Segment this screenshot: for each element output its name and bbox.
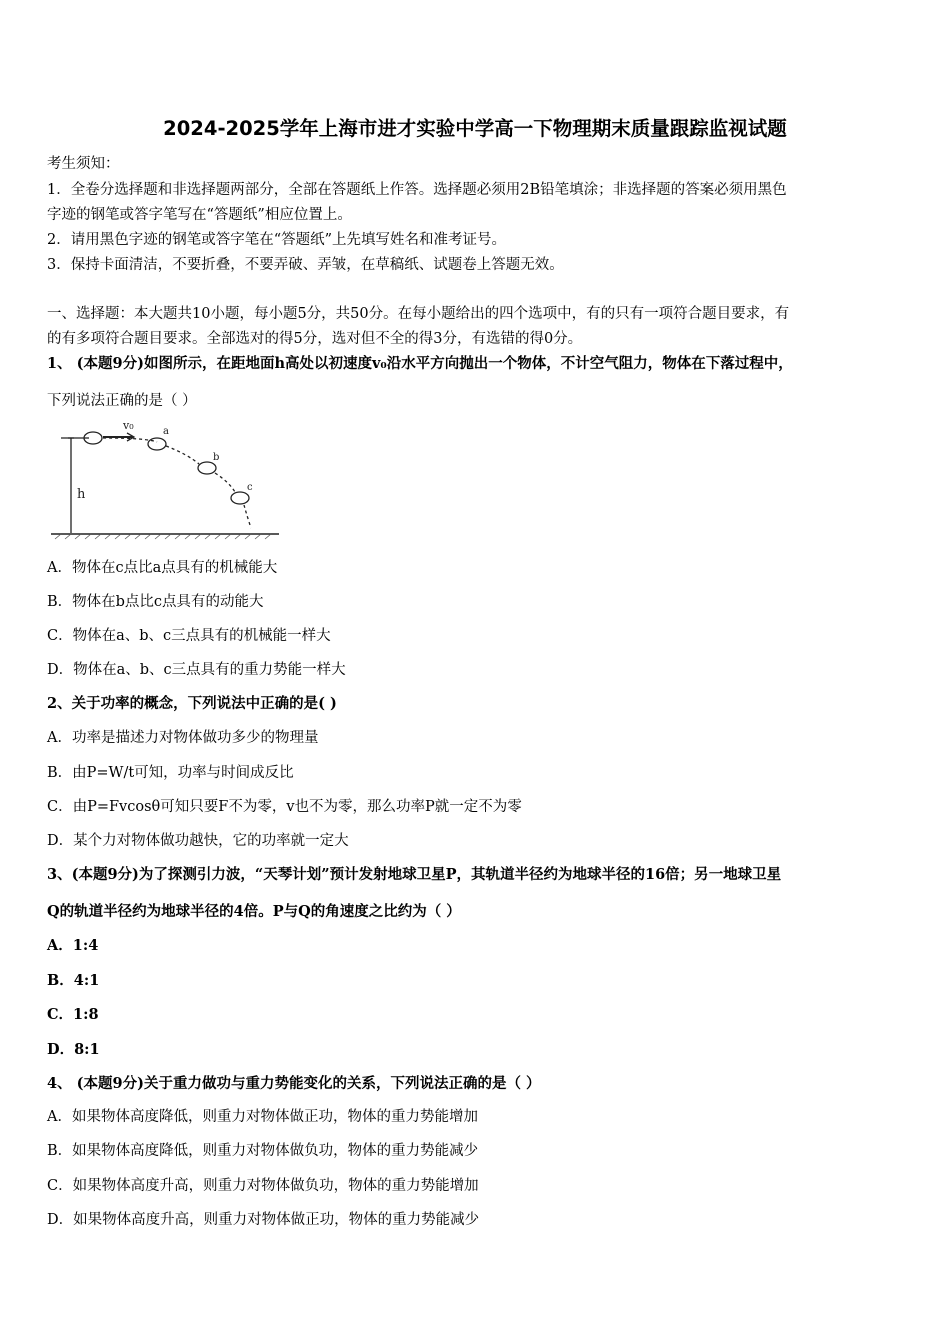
question-3-stem: 3、(本题9分)为了探测引力波，“天琴计划”预计发射地球卫星P，其轨道半径约为地球半径的16倍；另一地球卫星 [47,866,782,883]
page-title: 2024-2025学年上海市进才实验中学高一下物理期末质量跟踪监视试题 [163,117,787,140]
notice-item: 1．全卷分选择题和非选择题两部分，全部在答题纸上作答。选择题必须用2B铅笔填涂；非选择题的答案必须用黑色 [47,182,787,198]
label-c: c [247,482,253,493]
trajectory-segment [215,473,235,492]
section-heading-cont: 的有多项符合题目要求。全部选对的得5分，选对但不全的得3分，有选错的得0分。 [47,331,583,347]
notice-item: 字迹的钢笔或答字笔写在“答题纸”相应位置上。 [47,207,352,223]
ball-a [148,438,166,450]
trajectory-segment [166,446,199,464]
question-4-option: C．如果物体高度升高，则重力对物体做负功，物体的重力势能增加 [47,1178,479,1194]
question-1-option: D．物体在a、b、c三点具有的重力势能一样大 [47,662,346,678]
question-2-option: B．由P=W/t可知，功率与时间成反比 [47,765,294,781]
label-h: h [77,487,86,502]
question-2-option: D．某个力对物体做功越快，它的功率就一定大 [47,833,349,849]
ball-b [198,462,216,474]
question-2-option: C．由P=Fvcosθ可知只要F不为零，v也不为零，那么功率P就一定不为零 [47,799,522,815]
question-4-option: D．如果物体高度升高，则重力对物体做正功，物体的重力势能减少 [47,1212,480,1228]
notice-item: 3．保持卡面清洁，不要折叠，不要弄破、弄皱，在草稿纸、试题卷上答题无效。 [47,257,564,273]
question-2-stem: 2、关于功率的概念，下列说法中正确的是( ) [47,695,337,712]
question-1-option: C．物体在a、b、c三点具有的机械能一样大 [47,628,331,644]
question-3-stem-cont: Q的轨道半径约为地球半径的4倍。P与Q的角速度之比约为（ ） [47,903,461,920]
trajectory-segment [244,505,251,528]
question-4-option: A．如果物体高度降低，则重力对物体做正功，物体的重力势能增加 [47,1109,478,1125]
question-4-stem: 4、 (本题9分)关于重力做功与重力势能变化的关系，下列说法正确的是（ ） [47,1075,541,1092]
question-3-option: D．8:1 [47,1041,100,1058]
question-1-stem: 1、 (本题9分)如图所示，在距地面h高处以初速度v₀沿水平方向抛出一个物体，不计空气阻力，物体在下落过程中， [47,355,793,372]
section-heading: 一、选择题：本大题共10小题，每小题5分，共50分。在每小题给出的四个选项中，有的只有一项符合题目要求，有 [47,306,790,322]
projectile-figure [47,418,287,540]
question-4-option: B．如果物体高度降低，则重力对物体做负功，物体的重力势能减少 [47,1143,479,1159]
question-1-option: B．物体在b点比c点具有的动能大 [47,594,264,610]
label-b: b [213,452,220,463]
question-1-option: A．物体在c点比a点具有的机械能大 [47,560,278,576]
question-3-option: C．1:8 [47,1006,99,1023]
notice-heading: 考生须知： [47,156,120,172]
label-v0: v₀ [123,419,134,432]
question-1-stem-cont: 下列说法正确的是（ ） [47,393,197,409]
question-3-option: A．1:4 [47,937,99,954]
question-2-option: A．功率是描述力对物体做功多少的物理量 [47,730,319,746]
label-a: a [163,426,169,437]
notice-item: 2．请用黑色字迹的钢笔或答字笔在“答题纸”上先填写姓名和准考证号。 [47,232,507,248]
question-3-option: B．4:1 [47,972,100,989]
ball-c [231,492,249,504]
